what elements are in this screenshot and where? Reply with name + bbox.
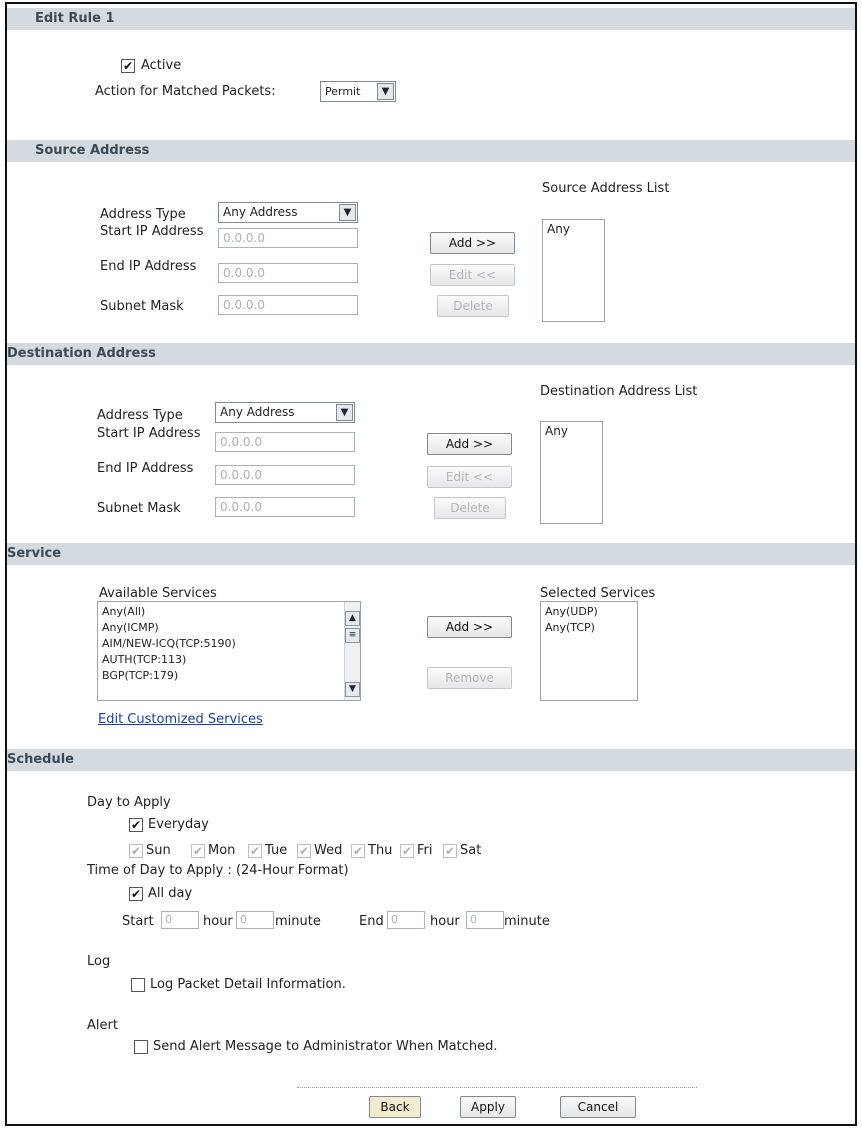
destination-address-header: Destination Address (7, 343, 855, 365)
allday-checkbox[interactable]: ✔ (130, 887, 142, 901)
chevron-down-icon: ▼ (336, 404, 353, 421)
list-item[interactable]: AIM/NEW-ICQ(TCP:5190) (102, 637, 236, 650)
service-add-button[interactable]: Add >> (427, 616, 512, 638)
apply-button[interactable]: Apply (460, 1096, 516, 1118)
back-button[interactable]: Back (369, 1096, 421, 1118)
service-header: Service (7, 543, 855, 565)
source-end-ip-label: End IP Address (100, 259, 197, 274)
list-item[interactable]: Any(All) (102, 605, 146, 618)
destination-end-ip-label: End IP Address (97, 461, 194, 476)
list-item[interactable]: Any(UDP) (545, 605, 598, 618)
destination-subnet-label: Subnet Mask (97, 501, 181, 516)
log-label: Log Packet Detail Information. (150, 977, 346, 992)
start-label: Start (122, 914, 154, 929)
list-item[interactable]: Any(TCP) (545, 621, 595, 634)
list-item[interactable]: Any (545, 424, 568, 438)
source-address-type-value: Any Address (223, 205, 298, 219)
log-checkbox[interactable] (131, 978, 145, 992)
destination-subnet-input[interactable]: 0.0.0.0 (215, 497, 355, 517)
sun-checkbox[interactable]: ✔ (130, 844, 142, 858)
source-add-button[interactable]: Add >> (430, 232, 515, 254)
source-start-ip-input[interactable]: 0.0.0.0 (218, 228, 358, 248)
start-hour-label: hour (203, 914, 233, 929)
tue-checkbox[interactable]: ✔ (249, 844, 261, 858)
action-label: Action for Matched Packets: (95, 84, 276, 99)
end-hour-label: hour (430, 914, 460, 929)
selected-services-list[interactable] (540, 601, 638, 701)
source-subnet-label: Subnet Mask (100, 299, 184, 314)
source-address-header: Source Address (7, 140, 855, 162)
action-select[interactable] (320, 81, 396, 102)
start-minute-input[interactable]: 0 (236, 911, 274, 929)
available-services-label: Available Services (99, 586, 217, 601)
destination-delete-button[interactable]: Delete (434, 497, 506, 519)
chevron-down-icon: ▼ (339, 204, 356, 221)
mon-checkbox[interactable]: ✔ (192, 844, 204, 858)
fri-label: Fri (417, 843, 433, 858)
end-minute-input[interactable]: 0 (466, 911, 504, 929)
destination-address-type-label: Address Type (97, 408, 183, 423)
destination-address-type-select[interactable] (215, 402, 355, 423)
destination-end-ip-input[interactable]: 0.0.0.0 (215, 465, 355, 485)
available-services-list[interactable] (97, 601, 361, 701)
edit-customized-services-link[interactable]: Edit Customized Services (98, 712, 263, 727)
log-title: Log (87, 954, 111, 969)
selected-services-label: Selected Services (540, 586, 656, 601)
cancel-button[interactable]: Cancel (560, 1096, 636, 1118)
edit-rule-form (5, 2, 857, 1126)
alert-checkbox[interactable] (134, 1040, 148, 1054)
wed-label: Wed (314, 843, 343, 858)
alert-label: Send Alert Message to Administrator When Matched. (153, 1039, 498, 1054)
scroll-up-icon[interactable]: ▲ (345, 611, 360, 626)
end-label: End (359, 914, 384, 929)
list-item[interactable]: AUTH(TCP:113) (102, 653, 187, 666)
start-minute-label: minute (275, 914, 321, 929)
thu-label: Thu (368, 843, 393, 858)
time-of-day-label: Time of Day to Apply : (24-Hour Format) (87, 863, 349, 878)
chevron-down-icon: ▼ (377, 83, 394, 100)
sun-label: Sun (146, 843, 171, 858)
destination-add-button[interactable]: Add >> (427, 433, 512, 455)
end-minute-label: minute (504, 914, 550, 929)
everyday-checkbox[interactable]: ✔ (130, 818, 142, 832)
end-hour-input[interactable]: 0 (387, 911, 425, 929)
source-address-list[interactable] (542, 219, 605, 322)
source-start-ip-label: Start IP Address (100, 224, 204, 239)
scroll-down-icon[interactable]: ▼ (345, 682, 360, 697)
action-select-value: Permit (325, 85, 361, 98)
source-end-ip-input[interactable]: 0.0.0.0 (218, 263, 358, 283)
destination-list-title: Destination Address List (540, 384, 698, 399)
source-subnet-input[interactable]: 0.0.0.0 (218, 295, 358, 315)
source-edit-button[interactable]: Edit << (430, 264, 515, 286)
destination-edit-button[interactable]: Edit << (427, 466, 512, 488)
sat-label: Sat (460, 843, 482, 858)
thu-checkbox[interactable]: ✔ (352, 844, 364, 858)
destination-start-ip-label: Start IP Address (97, 426, 201, 441)
footer-divider (297, 1087, 697, 1088)
start-hour-input[interactable]: 0 (161, 911, 199, 929)
active-checkbox[interactable]: ✔ (122, 59, 134, 73)
day-to-apply-label: Day to Apply (87, 795, 171, 810)
available-services-scrollbar[interactable] (344, 602, 360, 700)
sat-checkbox[interactable]: ✔ (444, 844, 456, 858)
allday-label: All day (148, 886, 193, 901)
destination-address-list[interactable] (540, 421, 603, 524)
source-address-type-label: Address Type (100, 207, 186, 222)
active-label: Active (141, 58, 182, 73)
alert-title: Alert (87, 1018, 118, 1033)
source-delete-button[interactable]: Delete (437, 295, 509, 317)
everyday-label: Everyday (148, 817, 209, 832)
list-item[interactable]: BGP(TCP:179) (102, 669, 179, 682)
list-item[interactable]: Any(ICMP) (102, 621, 159, 634)
tue-label: Tue (265, 843, 288, 858)
edit-rule-header: Edit Rule 1 (7, 8, 855, 30)
destination-address-type-value: Any Address (220, 405, 295, 419)
schedule-header: Schedule (7, 749, 855, 771)
source-list-title: Source Address List (542, 181, 670, 196)
list-item[interactable]: Any (547, 222, 570, 236)
mon-label: Mon (208, 843, 236, 858)
fri-checkbox[interactable]: ✔ (401, 844, 413, 858)
destination-start-ip-input[interactable]: 0.0.0.0 (215, 432, 355, 452)
wed-checkbox[interactable]: ✔ (298, 844, 310, 858)
scroll-thumb[interactable]: ≡ (345, 628, 360, 643)
service-remove-button[interactable]: Remove (427, 667, 512, 689)
source-address-type-select[interactable] (218, 202, 358, 223)
